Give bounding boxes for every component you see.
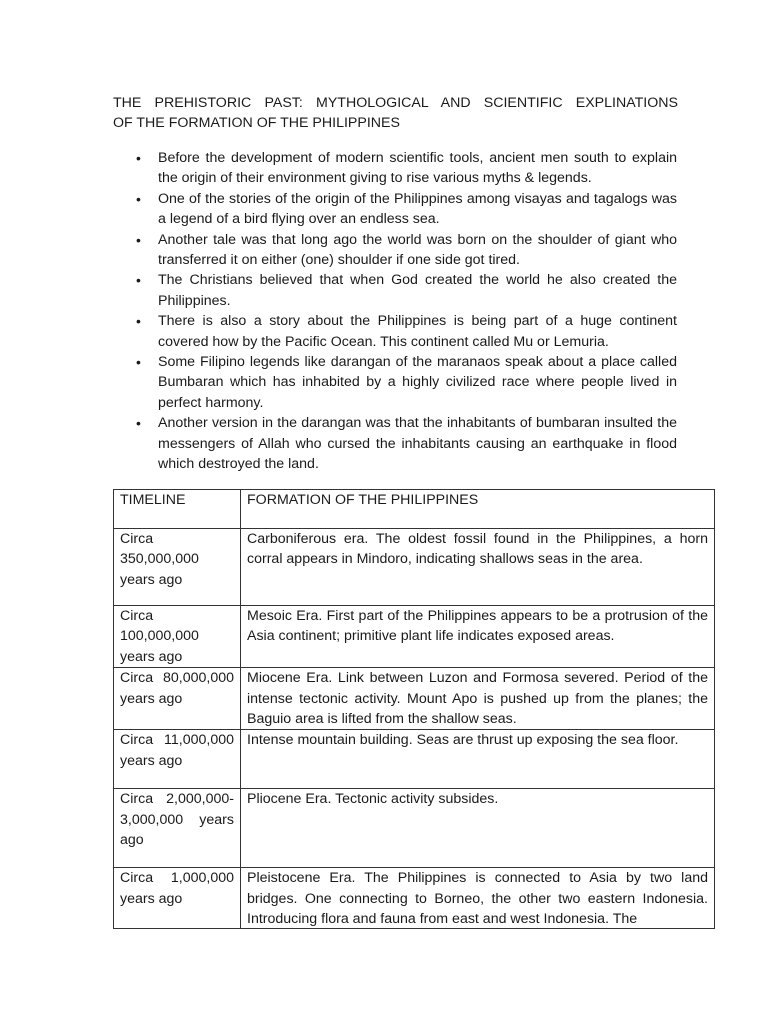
table-row xyxy=(114,789,715,868)
header-timeline: TIMELINE xyxy=(114,490,241,529)
title-line-1: THE PREHISTORIC PAST: MYTHOLOGICAL AND SCIENTIFIC EXPLINATIONS xyxy=(113,95,678,111)
timeline-cell: Circa 80,000,000 years ago xyxy=(114,668,241,730)
title-line-2: OF THE FORMATION OF THE PHILIPPINES xyxy=(113,115,400,131)
formation-cell: Miocene Era. Link between Luzon and Formosa severed. Period of the intense tectonic activity. Mount Apo is pushed up from the planes; the Baguio area is lifted from the shallow seas. xyxy=(241,668,715,730)
table-row xyxy=(114,606,715,668)
table-row xyxy=(114,529,715,606)
header-formation: FORMATION OF THE PHILIPPINES xyxy=(241,490,715,529)
bullet-item: • One of the stories of the origin of the Philippines among visayas and tagalogs was a legend of a bird flying over an endless sea. xyxy=(158,189,677,230)
formation-cell-text: Pleistocene Era. The Philippines is connected to Asia by two land bridges. One connecting to Borneo, the other two eastern Indonesia. Introducing flora and fauna from east and west Indonesia. The xyxy=(247,870,708,928)
bullet-item: • The Christians believed that when God created the world he also created the Philippines. xyxy=(158,270,677,311)
bullet-item: • Some Filipino legends like darangan of the maranaos speak about a place called Bumbaran which has inhabited by a highly civilized race where people lived in perfect harmony. xyxy=(158,352,677,413)
bullet-item: • Another version in the darangan was that the inhabitants of bumbaran insulted the messengers of Allah who cursed the inhabitants causing an earthquake in flood which destroyed the land. xyxy=(158,413,677,474)
timeline-cell: Circa 2,000,000-3,000,000 years ago xyxy=(114,789,241,868)
table-row xyxy=(114,730,715,789)
document-title xyxy=(113,93,678,133)
timeline-cell: Circa 11,000,000 years ago xyxy=(114,730,241,789)
bullet-list xyxy=(158,148,677,475)
timeline-cell: Circa 100,000,000 years ago xyxy=(114,606,241,668)
bullet-item: • Before the development of modern scientific tools, ancient men south to explain the origin of their environment giving to rise various myths & legends. xyxy=(158,148,677,189)
table-row xyxy=(114,668,715,730)
bullet-item: • There is also a story about the Philippines is being part of a huge continent covered how by the Pacific Ocean. This continent called Mu or Lemuria. xyxy=(158,311,677,352)
timeline-cell: Circa 350,000,000 years ago xyxy=(114,529,241,606)
table-header-row xyxy=(114,490,715,529)
formation-cell: Pliocene Era. Tectonic activity subsides. xyxy=(241,789,715,868)
timeline-cell: Circa 1,000,000 years ago xyxy=(114,868,241,929)
bullet-item: • Another tale was that long ago the world was born on the shoulder of giant who transferred it on either (one) shoulder if one side got tired. xyxy=(158,230,677,271)
formation-cell: Mesoic Era. First part of the Philippines appears to be a protrusion of the Asia continent; primitive plant life indicates exposed areas. xyxy=(241,606,715,668)
formation-cell: Intense mountain building. Seas are thrust up exposing the sea floor. xyxy=(241,730,715,789)
formation-cell xyxy=(241,868,715,929)
timeline-table xyxy=(113,489,715,929)
table-row xyxy=(114,868,715,929)
formation-cell: Carboniferous era. The oldest fossil found in the Philippines, a horn corral appears in Mindoro, indicating shallows seas in the area. xyxy=(241,529,715,606)
